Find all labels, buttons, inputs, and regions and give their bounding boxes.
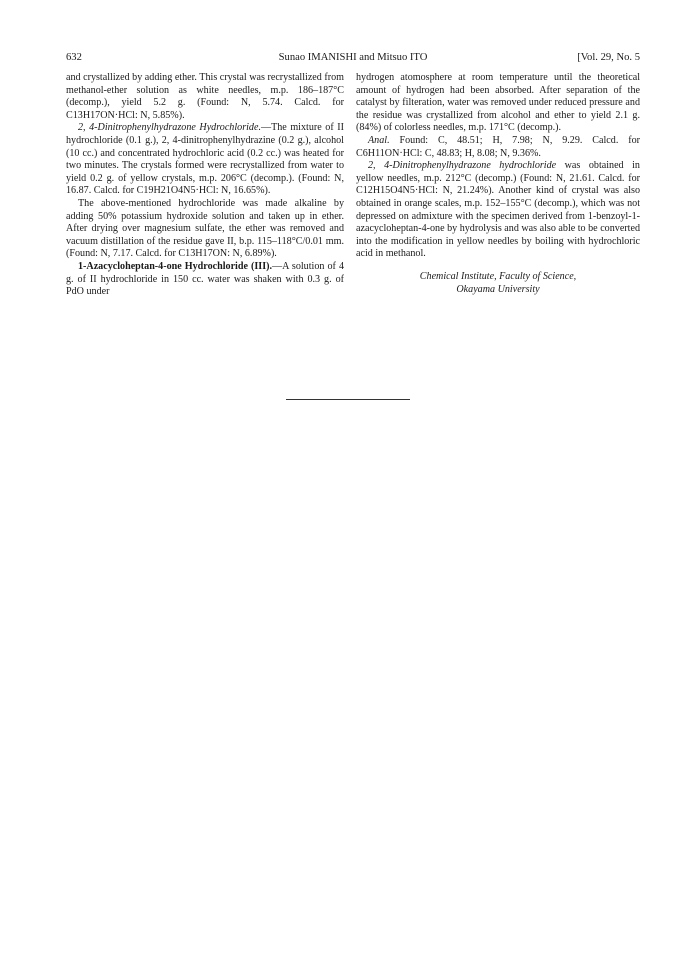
paragraph-azacycloheptanone-body: —A solution of 4 g. of II hydrochloride in 150 cc. water was shaken with 0.3 g. of PdO under — [66, 260, 344, 298]
paragraph-dnp-derivative-body: was obtained in yellow needles, m.p. 212°C (decomp.) (Found: N, 21.61. Calcd. for C12H15O4N5·HCl: N, 21.24%). Another kind of crystal was also obtained in orange scales, m.p. 152–155°C (decomp.), which was not depressed on admixture with the specimen derived from 1-benzoyl-1-azacycloheptan-4-one by hydrolysis and was also able to be converted into the modification in yellow needles by boiling with hydrochloric acid in methanol. — [356, 160, 640, 260]
running-authors: Sunao IMANISHI and Mitsuo ITO — [278, 52, 428, 63]
analysis-values: Found: C, 48.51; H, 7.98; N, 9.29. Calcd. for C6H11ON·HCl: C, 48.83; H, 8.08; N, 9.36%. — [356, 134, 641, 159]
affiliation-university: Okayama University — [456, 283, 540, 295]
affiliation — [356, 271, 640, 296]
left-column — [66, 72, 344, 299]
section-heading-dnp: 2, 4-Dinitrophenylhydrazone Hydrochloride. — [78, 122, 261, 134]
right-column — [356, 72, 640, 296]
section-heading-dnp-derivative: 2, 4-Dinitrophenylhydrazone hydrochloride — [368, 160, 557, 172]
paragraph-dnp-hydrochloride — [66, 122, 344, 198]
paragraph-free-base: The above-mentioned hydrochloride was made alkaline by adding 50% potassium hydroxide solution and taken up in ether. After drying over magnesium sulfate, the ether was removed and vacuum distillation of the residue gave II, b.p. 115–118°C/0.01 mm. (Found: N, 7.17. Calcd. for C13H17ON: N, 6.89%). — [66, 197, 344, 260]
paragraph-dnp-body: —The mixture of II hydrochloride (0.1 g.), 2, 4-dinitrophenylhydrazine (0.2 g.), alcohol (10 cc.) and concentrated hydrochloric acid (0.2 cc.) was heated for two minutes. The crystals formed were recrystallized from water to yield 0.2 g. of yellow crystals, m.p. 206°C (decomp.). (Found: N, 16.87. Calcd. for C19H21O4N5·HCl: N, 16.65%). — [66, 122, 344, 197]
paragraph-azacycloheptanone — [66, 261, 344, 299]
analysis-label: Anal. — [368, 134, 390, 146]
page-number: 632 — [66, 52, 82, 63]
end-rule — [286, 399, 410, 400]
paragraph-crystallization: and crystallized by adding ether. This crystal was recrystallized from methanol-ether solution as white needles, m.p. 186–187°C (decomp.), yield 5.2 g. (Found: N, 5.74. Calcd. for C13H17ON·HCl: N, 5.85%). — [66, 72, 344, 121]
section-heading-azacycloheptanone: 1-Azacycloheptan-4-one Hydrochloride (III). — [78, 260, 273, 272]
paragraph-dnp-derivative — [356, 160, 640, 261]
paragraph-hydrogenation: hydrogen atomosphere at room temperature until the theoretical amount of hydrogen had been absorbed. After separation of the catalyst by filteration, water was removed under reduced pressure and the residue was crystallized from alcohol and ether to yield 2.1 g. (84%) of colorless needles, m.p. 171°C (decomp.). — [356, 72, 640, 134]
volume-info: [Vol. 29, No. 5 — [577, 52, 640, 63]
page-header — [66, 52, 640, 68]
affiliation-institute: Chemical Institute, Faculty of Science, — [419, 270, 577, 282]
paragraph-analysis — [356, 135, 640, 160]
